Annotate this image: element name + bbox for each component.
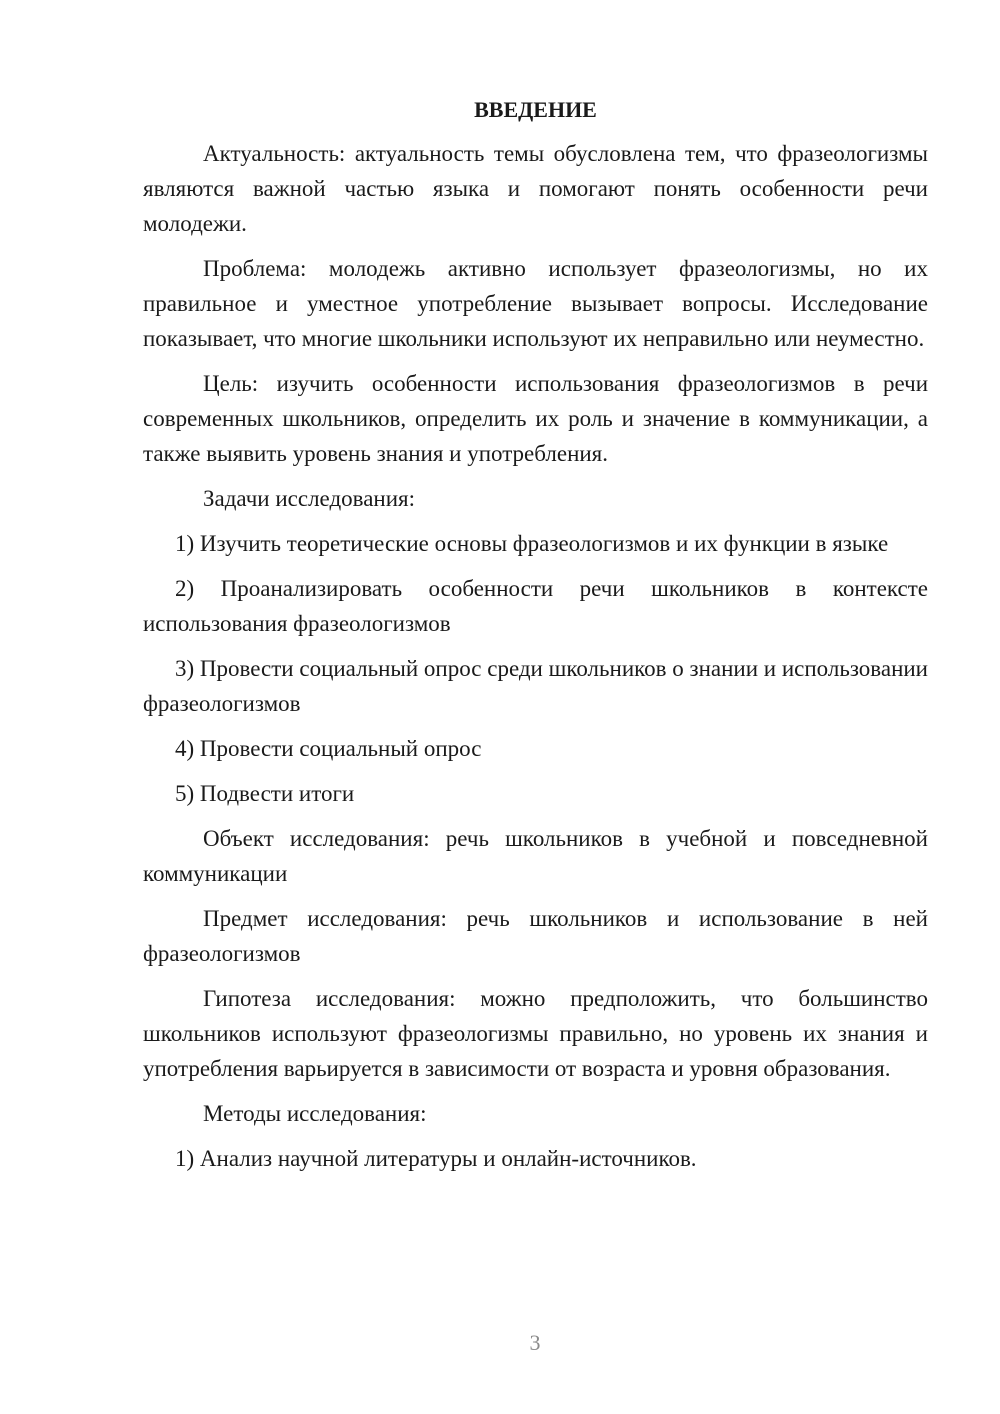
paragraph-subject: Предмет исследования: речь школьников и использование в ней фразеологизмов [143,906,928,966]
paragraph-problem: Проблема: молодежь активно использует фразеологизмы, но их правильное и уместное употребление вызывает вопросы. Исследование показывает, что многие школьники используют их неправильно или неуместно. [143,256,928,351]
method-item: 1) Анализ научной литературы и онлайн-источников. [175,1146,697,1171]
paragraph-relevance: Актуальность: актуальность темы обусловлена тем, что фразеологизмы являются важной частью языка и помогают понять особенности речи молодежи. [143,141,928,236]
task-item: 4) Провести социальный опрос [175,736,482,761]
task-item: 1) Изучить теоретические основы фразеологизмов и их функции в языке [175,531,889,556]
task-item: 5) Подвести итоги [175,781,355,806]
section-title: ВВЕДЕНИЕ [474,97,597,122]
paragraph-hypothesis: Гипотеза исследования: можно предположить, что большинство школьников используют фразеологизмы правильно, но уровень их знания и употребления варьируется в зависимости от возраста и уровня образования. [143,986,928,1081]
paragraph-object: Объект исследования: речь школьников в учебной и повседневной коммуникации [143,826,928,886]
task-item: 2) Проанализировать особенности речи школьников в контексте использования фразеологизмов [143,576,928,636]
paragraph-goal: Цель: изучить особенности использования фразеологизмов в речи современных школьников, определить их роль и значение в коммуникации, а также выявить уровень знания и употребления. [143,371,928,466]
tasks-heading: Задачи исследования: [203,486,416,511]
task-item: 3) Провести социальный опрос среди школьников о знании и использовании фразеологизмов [143,656,928,716]
page-number: 3 [529,1330,541,1355]
document-body [143,92,928,1186]
methods-heading: Методы исследования: [203,1101,427,1126]
